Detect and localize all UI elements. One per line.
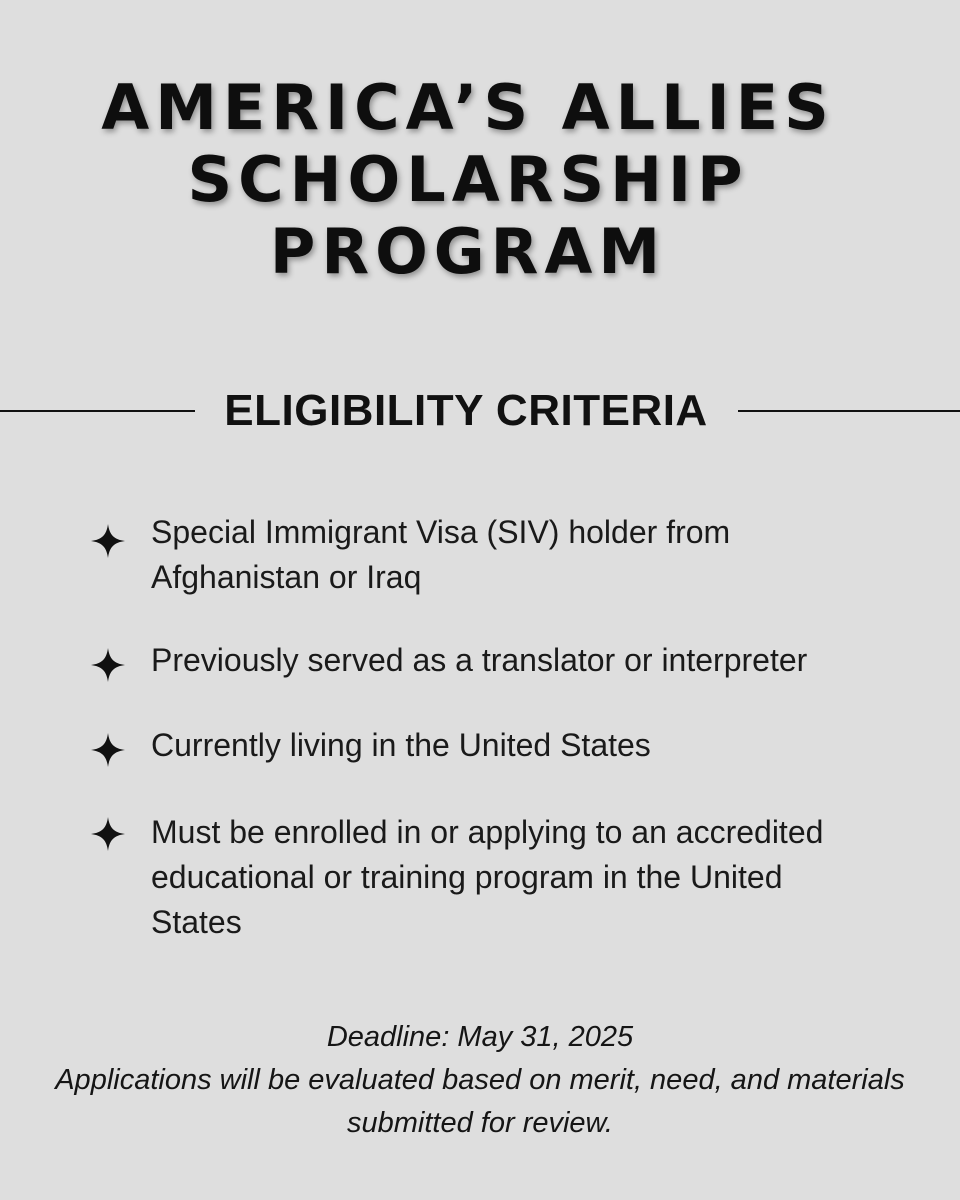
criteria-item-text: Previously served as a translator or interpreter [151,642,808,678]
evaluation-note: Applications will be evaluated based on merit, need, and materials submitted for review. [55,1064,905,1139]
criteria-item-text: Must be enrolled in or applying to an accredited educational or training program in the United States [151,814,824,940]
divider-right [738,410,960,412]
sparkle-star-icon [91,524,125,558]
title-line-1: AMERICA’S ALLIES [101,71,835,144]
section-header [0,385,960,437]
footer-notes [40,1016,920,1145]
criteria-item-text: Currently living in the United States [151,727,651,763]
divider-left [0,410,195,412]
criteria-item-text: Special Immigrant Visa (SIV) holder from Afghanistan or Iraq [151,514,731,595]
title-line-2: SCHOLARSHIP [187,143,749,216]
deadline-text: Deadline: May 31, 2025 [326,1021,634,1053]
sparkle-star-icon [91,817,125,851]
section-title: ELIGIBILITY CRITERIA [224,386,708,435]
sparkle-star-icon [91,733,125,767]
title-line-3: PROGRAM [269,215,667,288]
page-title [0,72,936,288]
sparkle-star-icon [91,648,125,682]
